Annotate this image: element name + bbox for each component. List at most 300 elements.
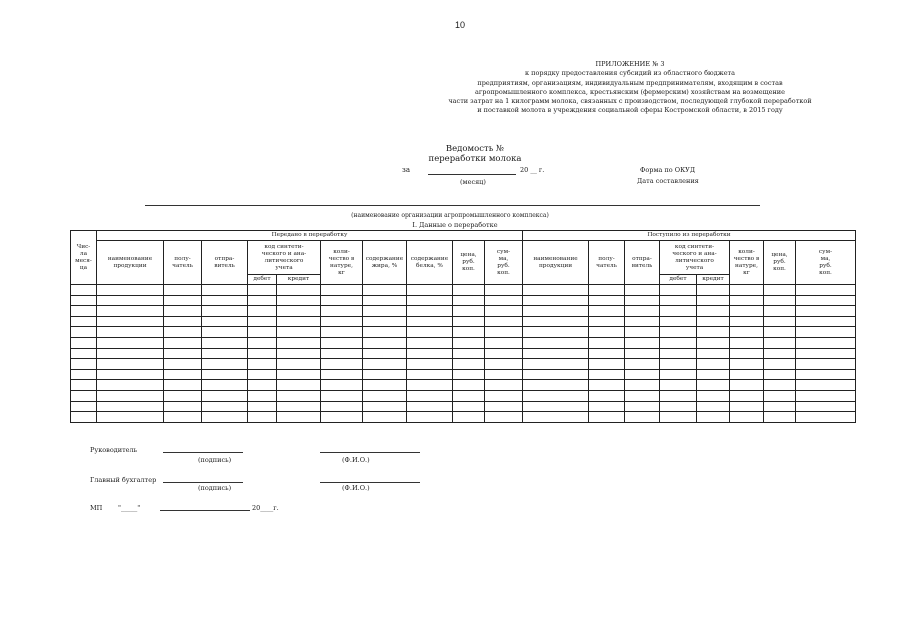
table-cell bbox=[248, 369, 277, 380]
table-cell bbox=[796, 337, 856, 348]
appendix-line: ПРИЛОЖЕНИЕ № 3 bbox=[595, 60, 665, 68]
table-cell bbox=[697, 369, 730, 380]
table-cell bbox=[485, 327, 523, 338]
right-sender-header: отпра- витель bbox=[625, 241, 660, 285]
table-row bbox=[71, 401, 856, 412]
table-cell bbox=[97, 327, 164, 338]
table-cell bbox=[321, 306, 363, 317]
accountant-fio-line bbox=[320, 482, 420, 483]
table-cell bbox=[697, 412, 730, 423]
appendix-header bbox=[380, 60, 880, 116]
table-cell bbox=[321, 380, 363, 391]
appendix-line: предприятиям, организациям, индивидуальным предпринимателям, входящим в состав bbox=[477, 78, 783, 87]
table-cell bbox=[202, 285, 248, 296]
table-cell bbox=[97, 295, 164, 306]
table-cell bbox=[453, 285, 485, 296]
table-cell bbox=[660, 412, 697, 423]
table-cell bbox=[407, 316, 453, 327]
table-cell bbox=[164, 401, 202, 412]
right-receiver-header: полу- чатель bbox=[589, 241, 625, 285]
table-cell bbox=[764, 285, 796, 296]
table-row bbox=[71, 380, 856, 391]
table-cell bbox=[97, 390, 164, 401]
table-row bbox=[71, 369, 856, 380]
table-cell bbox=[248, 380, 277, 391]
table-cell bbox=[697, 337, 730, 348]
table-cell bbox=[97, 306, 164, 317]
table-cell bbox=[321, 285, 363, 296]
table-cell bbox=[697, 390, 730, 401]
left-receiver-header: полу- чатель bbox=[164, 241, 202, 285]
table-cell bbox=[202, 316, 248, 327]
table-cell bbox=[764, 390, 796, 401]
table-cell bbox=[625, 412, 660, 423]
table-cell bbox=[407, 359, 453, 370]
table-cell bbox=[321, 412, 363, 423]
table-cell bbox=[523, 316, 589, 327]
table-cell bbox=[485, 306, 523, 317]
mp-label: МП bbox=[90, 504, 103, 512]
table-cell bbox=[164, 295, 202, 306]
table-cell bbox=[660, 390, 697, 401]
table-row bbox=[71, 390, 856, 401]
table-cell bbox=[71, 295, 97, 306]
table-cell bbox=[796, 380, 856, 391]
table-cell bbox=[485, 369, 523, 380]
table-cell bbox=[407, 327, 453, 338]
table-cell bbox=[453, 295, 485, 306]
table-cell bbox=[660, 316, 697, 327]
appendix-line: к порядку предоставления субсидий из областного бюджета bbox=[524, 69, 736, 78]
table-cell bbox=[697, 285, 730, 296]
table-cell bbox=[589, 285, 625, 296]
mp-day: "_____" bbox=[118, 504, 141, 512]
table-cell bbox=[625, 295, 660, 306]
table-cell bbox=[277, 285, 321, 296]
table-cell bbox=[248, 316, 277, 327]
table-row bbox=[71, 295, 856, 306]
table-cell bbox=[277, 401, 321, 412]
table-cell bbox=[589, 390, 625, 401]
table-cell bbox=[363, 390, 407, 401]
table-cell bbox=[321, 348, 363, 359]
table-cell bbox=[730, 337, 764, 348]
table-cell bbox=[71, 348, 97, 359]
table-cell bbox=[277, 380, 321, 391]
table-cell bbox=[485, 316, 523, 327]
table-cell bbox=[453, 359, 485, 370]
table-cell bbox=[164, 380, 202, 391]
table-cell bbox=[523, 380, 589, 391]
table-cell bbox=[697, 401, 730, 412]
table-cell bbox=[97, 369, 164, 380]
table-cell bbox=[453, 401, 485, 412]
table-cell bbox=[730, 401, 764, 412]
org-name-underline bbox=[145, 205, 760, 206]
table-cell bbox=[730, 295, 764, 306]
table-cell bbox=[202, 412, 248, 423]
table-cell bbox=[589, 359, 625, 370]
head-signature-caption: (подпись) bbox=[198, 456, 232, 464]
left-debit-header: дебет bbox=[248, 275, 277, 285]
group-right-header: Поступило из переработки bbox=[523, 231, 856, 241]
left-code-header: код синтети- ческого и ана- литического учета bbox=[248, 241, 321, 275]
table-cell bbox=[660, 337, 697, 348]
right-qty-header: коли- чество в натуре, кг bbox=[730, 241, 764, 285]
table-cell bbox=[97, 285, 164, 296]
left-protein-header: содержание белка, % bbox=[407, 241, 453, 285]
table-cell bbox=[277, 359, 321, 370]
table-cell bbox=[660, 306, 697, 317]
table-cell bbox=[485, 285, 523, 296]
table-cell bbox=[485, 390, 523, 401]
table-cell bbox=[453, 337, 485, 348]
table-cell bbox=[248, 295, 277, 306]
right-code-header: код синтети- ческого и ана- литического учета bbox=[660, 241, 730, 275]
table-row bbox=[71, 348, 856, 359]
table-cell bbox=[485, 380, 523, 391]
table-cell bbox=[71, 337, 97, 348]
table-cell bbox=[523, 369, 589, 380]
table-cell bbox=[660, 295, 697, 306]
table-cell bbox=[796, 369, 856, 380]
table-cell bbox=[660, 401, 697, 412]
table-cell bbox=[407, 390, 453, 401]
table-cell bbox=[321, 316, 363, 327]
table-cell bbox=[523, 359, 589, 370]
period-za: за bbox=[402, 166, 410, 174]
table-cell bbox=[730, 285, 764, 296]
table-cell bbox=[453, 390, 485, 401]
left-credit-header: кредит bbox=[277, 275, 321, 285]
table-cell bbox=[523, 390, 589, 401]
table-cell bbox=[97, 359, 164, 370]
table-cell bbox=[321, 369, 363, 380]
table-cell bbox=[277, 306, 321, 317]
table-cell bbox=[697, 359, 730, 370]
table-row bbox=[71, 359, 856, 370]
table-cell bbox=[796, 295, 856, 306]
table-cell bbox=[363, 380, 407, 391]
table-cell bbox=[796, 348, 856, 359]
table-cell bbox=[71, 390, 97, 401]
table-cell bbox=[97, 380, 164, 391]
table-cell bbox=[589, 327, 625, 338]
table-cell bbox=[71, 412, 97, 423]
table-cell bbox=[796, 359, 856, 370]
table-cell bbox=[660, 348, 697, 359]
table-cell bbox=[321, 359, 363, 370]
table-cell bbox=[625, 306, 660, 317]
table-cell bbox=[248, 306, 277, 317]
table-cell bbox=[71, 380, 97, 391]
document-title bbox=[380, 144, 570, 164]
table-cell bbox=[363, 348, 407, 359]
table-cell bbox=[321, 337, 363, 348]
table-cell bbox=[277, 295, 321, 306]
table-cell bbox=[697, 295, 730, 306]
table-cell bbox=[523, 285, 589, 296]
table-cell bbox=[202, 369, 248, 380]
table-cell bbox=[277, 369, 321, 380]
table-cell bbox=[730, 348, 764, 359]
table-cell bbox=[523, 401, 589, 412]
table-cell bbox=[730, 412, 764, 423]
form-date: Дата составления bbox=[637, 177, 699, 185]
right-debit-header: дебет bbox=[660, 275, 697, 285]
section-title: I. Данные о переработке bbox=[412, 221, 498, 229]
table-cell bbox=[697, 380, 730, 391]
org-caption: (наименование организации агропромышленного комплекса) bbox=[351, 212, 549, 219]
table-cell bbox=[764, 295, 796, 306]
title-line-1: Ведомость № bbox=[445, 144, 505, 154]
table-cell bbox=[764, 359, 796, 370]
right-price-header: цена, руб. коп. bbox=[764, 241, 796, 285]
table-cell bbox=[660, 369, 697, 380]
table-cell bbox=[407, 337, 453, 348]
appendix-line: части затрат на 1 килограмм молока, связанных с производством, последующей глубокой переработкой bbox=[448, 97, 812, 106]
left-price-header: цена, руб. коп. bbox=[453, 241, 485, 285]
table-cell bbox=[202, 401, 248, 412]
table-cell bbox=[625, 337, 660, 348]
table-cell bbox=[453, 327, 485, 338]
left-sum-header: сум- ма, руб. коп. bbox=[485, 241, 523, 285]
table-cell bbox=[589, 295, 625, 306]
table-cell bbox=[248, 401, 277, 412]
left-fat-header: содержание жира, % bbox=[363, 241, 407, 285]
page-number: 10 bbox=[454, 20, 465, 30]
table-cell bbox=[660, 285, 697, 296]
head-fio-line bbox=[320, 452, 420, 453]
table-cell bbox=[164, 390, 202, 401]
left-sender-header: отпра- витель bbox=[202, 241, 248, 285]
mp-month-line bbox=[160, 510, 250, 511]
group-left-header: Передано в переработку bbox=[97, 231, 523, 241]
table-cell bbox=[730, 359, 764, 370]
table-cell bbox=[625, 369, 660, 380]
table-cell bbox=[164, 348, 202, 359]
table-cell bbox=[523, 348, 589, 359]
table-cell bbox=[697, 327, 730, 338]
head-fio-caption: (Ф.И.О.) bbox=[342, 456, 370, 464]
table-cell bbox=[485, 295, 523, 306]
table-cell bbox=[202, 380, 248, 391]
table-cell bbox=[164, 285, 202, 296]
table-cell bbox=[764, 306, 796, 317]
table-cell bbox=[363, 369, 407, 380]
table-cell bbox=[97, 412, 164, 423]
table-cell bbox=[589, 412, 625, 423]
table-cell bbox=[71, 316, 97, 327]
table-cell bbox=[248, 390, 277, 401]
table-cell bbox=[796, 390, 856, 401]
table-cell bbox=[321, 390, 363, 401]
table-cell bbox=[277, 327, 321, 338]
table-cell bbox=[453, 412, 485, 423]
table-cell bbox=[730, 306, 764, 317]
table-cell bbox=[97, 348, 164, 359]
table-cell bbox=[730, 327, 764, 338]
table-cell bbox=[764, 316, 796, 327]
form-okud: Форма по ОКУД bbox=[640, 166, 696, 174]
date-column-header: Чис- ла меся- ца bbox=[71, 231, 97, 285]
table-cell bbox=[589, 316, 625, 327]
table-cell bbox=[523, 295, 589, 306]
table-cell bbox=[97, 401, 164, 412]
table-cell bbox=[485, 359, 523, 370]
table-cell bbox=[248, 285, 277, 296]
table-cell bbox=[589, 306, 625, 317]
table-cell bbox=[660, 359, 697, 370]
table-cell bbox=[625, 316, 660, 327]
table-cell bbox=[97, 316, 164, 327]
table-cell bbox=[523, 327, 589, 338]
table-cell bbox=[589, 369, 625, 380]
table-cell bbox=[202, 337, 248, 348]
left-qty-header: коли- чество в натуре, кг bbox=[321, 241, 363, 285]
table-cell bbox=[453, 369, 485, 380]
table-cell bbox=[164, 316, 202, 327]
table-cell bbox=[730, 390, 764, 401]
table-cell bbox=[407, 401, 453, 412]
processing-table bbox=[70, 230, 856, 423]
table-cell bbox=[363, 285, 407, 296]
table-cell bbox=[407, 285, 453, 296]
table-cell bbox=[589, 401, 625, 412]
mp-year: 20____г. bbox=[252, 504, 279, 512]
table-cell bbox=[363, 337, 407, 348]
table-cell bbox=[363, 401, 407, 412]
table-cell bbox=[697, 348, 730, 359]
table-cell bbox=[164, 306, 202, 317]
table-cell bbox=[625, 380, 660, 391]
table-row bbox=[71, 306, 856, 317]
table-cell bbox=[202, 327, 248, 338]
table-row bbox=[71, 337, 856, 348]
table-cell bbox=[625, 327, 660, 338]
table-cell bbox=[523, 337, 589, 348]
table-cell bbox=[523, 412, 589, 423]
accountant-fio-caption: (Ф.И.О.) bbox=[342, 484, 370, 492]
table-row bbox=[71, 285, 856, 296]
table-cell bbox=[485, 337, 523, 348]
table-cell bbox=[363, 306, 407, 317]
table-cell bbox=[277, 337, 321, 348]
table-cell bbox=[453, 306, 485, 317]
table-cell bbox=[363, 327, 407, 338]
table-cell bbox=[796, 327, 856, 338]
table-cell bbox=[248, 327, 277, 338]
table-cell bbox=[730, 380, 764, 391]
table-cell bbox=[407, 306, 453, 317]
table-cell bbox=[164, 412, 202, 423]
table-row bbox=[71, 412, 856, 423]
table-cell bbox=[71, 401, 97, 412]
right-name-header: наименование продукции bbox=[523, 241, 589, 285]
table-cell bbox=[363, 295, 407, 306]
table-cell bbox=[796, 316, 856, 327]
table-cell bbox=[164, 359, 202, 370]
table-cell bbox=[407, 369, 453, 380]
table-cell bbox=[764, 348, 796, 359]
appendix-line: агропромышленного комплекса, крестьянским (фермерским) хозяйствам на возмещение bbox=[475, 87, 785, 96]
right-credit-header: кредит bbox=[697, 275, 730, 285]
table-cell bbox=[764, 369, 796, 380]
table-cell bbox=[71, 327, 97, 338]
table-cell bbox=[321, 295, 363, 306]
table-cell bbox=[730, 316, 764, 327]
table-cell bbox=[453, 348, 485, 359]
table-cell bbox=[625, 285, 660, 296]
table-cell bbox=[625, 359, 660, 370]
accountant-signature-line bbox=[163, 482, 243, 483]
table-cell bbox=[407, 348, 453, 359]
table-cell bbox=[248, 412, 277, 423]
table-cell bbox=[407, 412, 453, 423]
table-cell bbox=[248, 359, 277, 370]
table-cell bbox=[248, 337, 277, 348]
table-cell bbox=[453, 316, 485, 327]
table-cell bbox=[796, 306, 856, 317]
month-caption: (месяц) bbox=[460, 178, 486, 186]
table-cell bbox=[202, 348, 248, 359]
table-cell bbox=[97, 337, 164, 348]
table-cell bbox=[660, 327, 697, 338]
table-cell bbox=[277, 348, 321, 359]
table-cell bbox=[407, 380, 453, 391]
head-signature-line bbox=[163, 452, 243, 453]
table-cell bbox=[625, 390, 660, 401]
month-underline bbox=[428, 174, 516, 175]
table-cell bbox=[764, 380, 796, 391]
table-cell bbox=[625, 348, 660, 359]
table-cell bbox=[697, 306, 730, 317]
title-line-2: переработки молока bbox=[428, 154, 522, 164]
table-cell bbox=[589, 348, 625, 359]
table-cell bbox=[71, 306, 97, 317]
table-cell bbox=[796, 401, 856, 412]
table-cell bbox=[730, 369, 764, 380]
table-cell bbox=[363, 359, 407, 370]
table-row bbox=[71, 327, 856, 338]
table-row bbox=[71, 316, 856, 327]
table-cell bbox=[625, 401, 660, 412]
table-cell bbox=[485, 348, 523, 359]
appendix-line: и поставкой молота в учреждения социальной сферы Костромской области, в 2015 году bbox=[477, 106, 783, 115]
table-cell bbox=[277, 390, 321, 401]
table-cell bbox=[277, 412, 321, 423]
table-cell bbox=[764, 412, 796, 423]
table-cell bbox=[485, 412, 523, 423]
head-label: Руководитель bbox=[90, 446, 138, 454]
table-cell bbox=[589, 337, 625, 348]
period-year: 20 __ г. bbox=[520, 166, 545, 174]
table-cell bbox=[164, 369, 202, 380]
table-cell bbox=[485, 401, 523, 412]
accountant-label: Главный бухгалтер bbox=[90, 476, 157, 484]
table-cell bbox=[202, 306, 248, 317]
table-cell bbox=[796, 285, 856, 296]
table-cell bbox=[71, 285, 97, 296]
table-cell bbox=[202, 295, 248, 306]
table-cell bbox=[363, 412, 407, 423]
table-cell bbox=[523, 306, 589, 317]
table-cell bbox=[71, 359, 97, 370]
table-cell bbox=[796, 412, 856, 423]
table-cell bbox=[164, 337, 202, 348]
table-cell bbox=[321, 327, 363, 338]
table-cell bbox=[277, 316, 321, 327]
